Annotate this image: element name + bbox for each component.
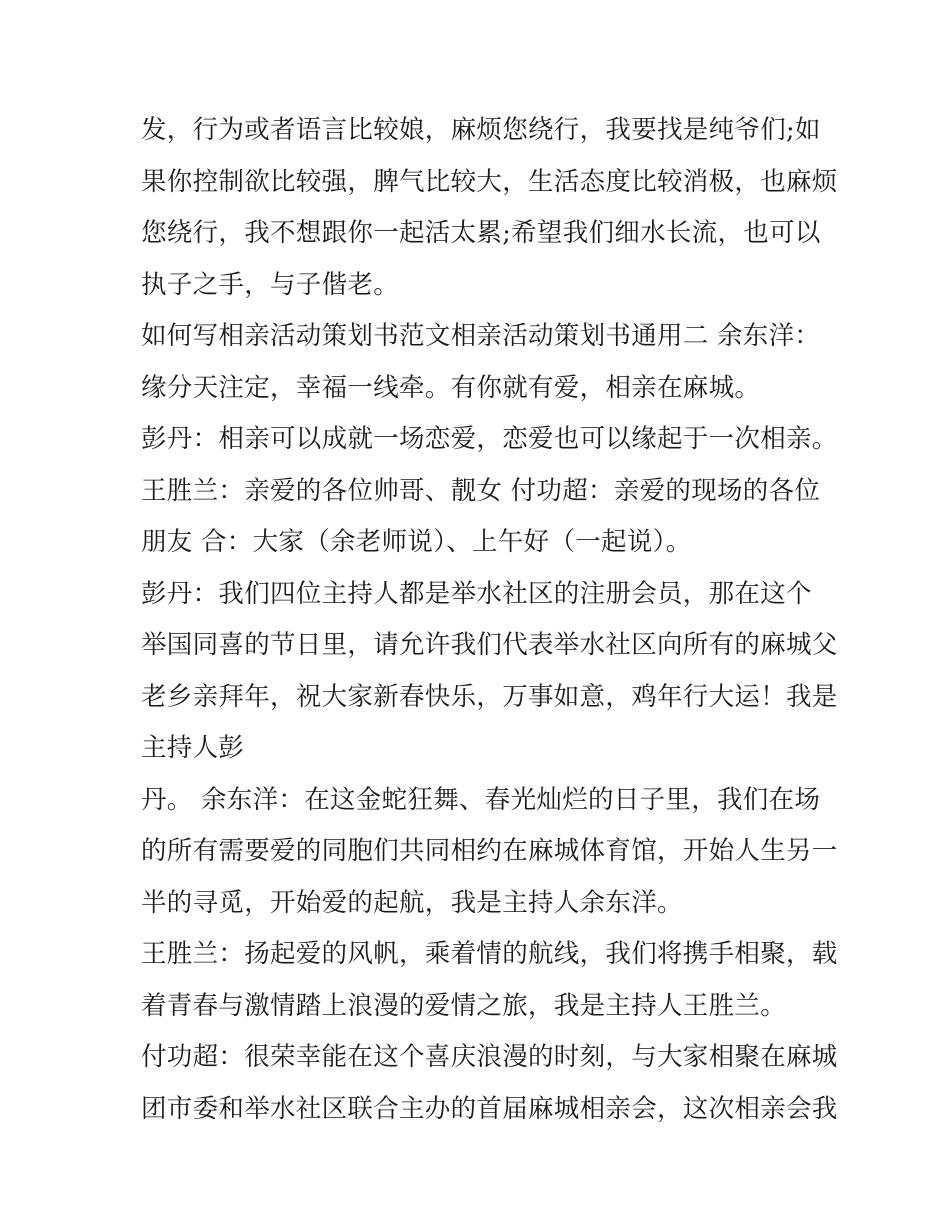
text-line: 如何写相亲活动策划书范文相亲活动策划书通用二 余东洋：	[141, 321, 821, 351]
text-line: 举国同喜的节日里，请允许我们代表举水社区向所有的麻城父	[141, 630, 838, 660]
text-line: 执子之手，与子偕老。	[141, 269, 400, 300]
text-line: 半的寻觅，开始爱的起航，我是主持人余东洋。	[141, 887, 683, 918]
text-line: 彭丹：我们四位主持人都是举水社区的注册会员，那在这个	[141, 578, 812, 609]
text-line: 发，行为或者语言比较娘，麻烦您绕行，我要找是纯爷们;如	[141, 115, 821, 145]
text-line: 老乡亲拜年，祝大家新春快乐，万事如意，鸡年行大运！我是	[141, 681, 838, 712]
text-line: 付功超：很荣幸能在这个喜庆浪漫的时刻，与大家相聚在麻城	[141, 1042, 838, 1072]
text-line: 王胜兰：亲爱的各位帅哥、靓女 付功超：亲爱的现场的各位	[141, 475, 821, 506]
text-line: 着青春与激情踏上浪漫的爱情之旅，我是主持人王胜兰。	[141, 990, 787, 1021]
text-line: 您绕行，我不想跟你一起活太累;希望我们细水长流，也可以	[141, 218, 821, 248]
text-line: 缘分天注定，幸福一线牵。有你就有爱，相亲在麻城。	[141, 372, 761, 403]
text-line: 丹。 余东洋：在这金蛇狂舞、春光灿烂的日子里，我们在场	[141, 784, 821, 815]
text-line: 王胜兰：扬起爱的风帆，乘着情的航线，我们将携手相聚，载	[141, 939, 838, 969]
text-line: 主持人彭	[141, 733, 245, 763]
text-line: 朋友 合：大家（余老师说）、上午好（一起说）。	[141, 527, 692, 557]
document-body	[141, 105, 838, 1135]
text-line: 果你控制欲比较强，脾气比较大，生活态度比较消极，也麻烦	[141, 166, 838, 197]
text-line: 团市委和举水社区联合主办的首届麻城相亲会，这次相亲会我	[141, 1093, 838, 1124]
text-line: 的所有需要爱的同胞们共同相约在麻城体育馆，开始人生另一	[141, 836, 838, 866]
text-line: 彭丹：相亲可以成就一场恋爱，恋爱也可以缘起于一次相亲。	[141, 424, 838, 454]
